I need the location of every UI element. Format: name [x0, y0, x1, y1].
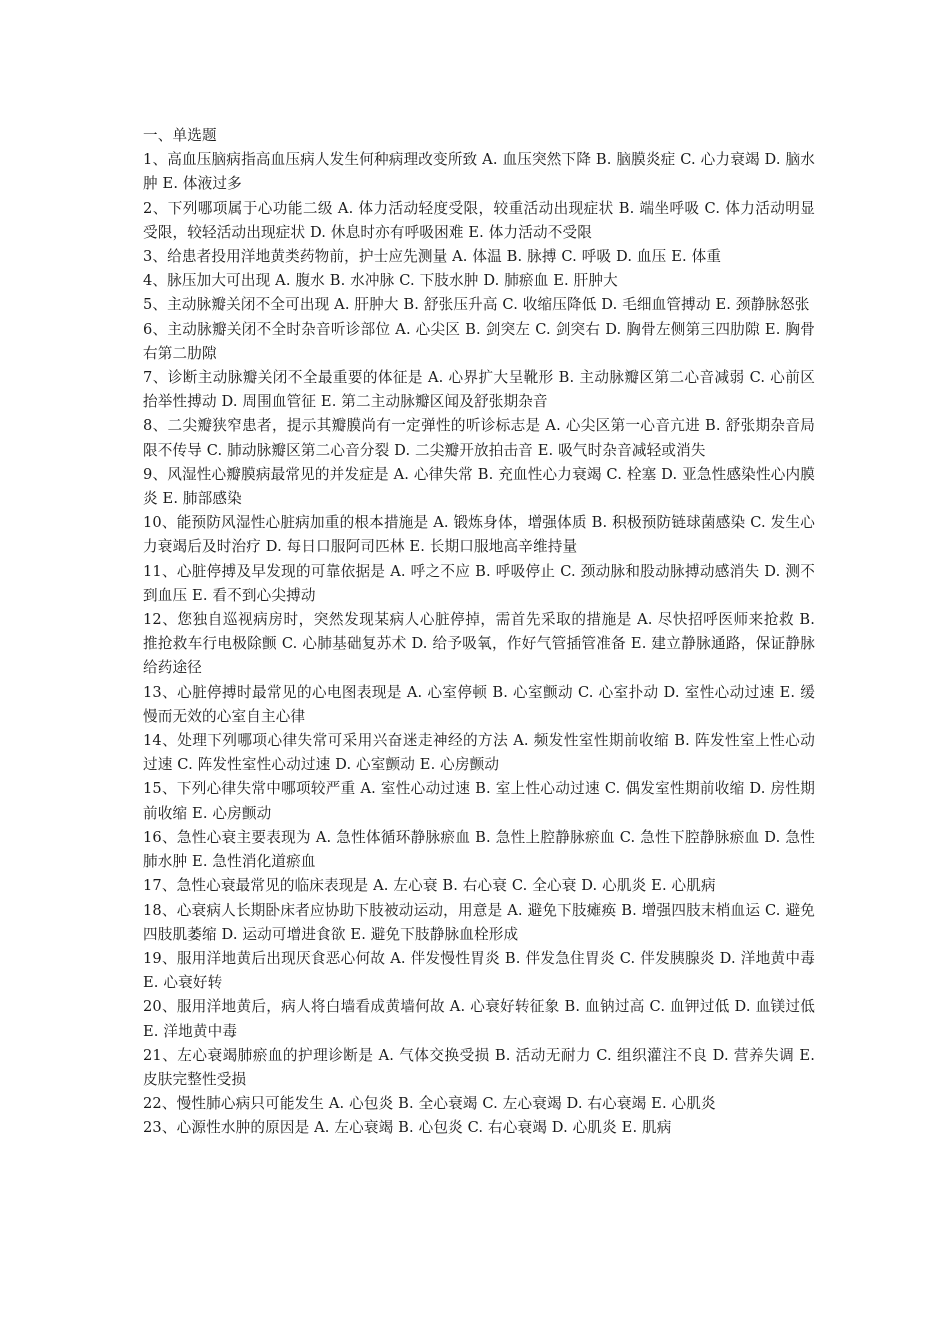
question-item: 11、心脏停搏及早发现的可靠依据是 A. 呼之不应 B. 呼吸停止 C. 颈动脉和股动脉搏动感消失 D. 测不到血压 E. 看不到心尖搏动 — [143, 562, 815, 604]
question-item: 9、风湿性心瓣膜病最常见的并发症是 A. 心律失常 B. 充血性心力衰竭 C. 栓塞 D. 亚急性感染性心内膜炎 E. 肺部感染 — [143, 465, 815, 508]
question-item: 18、心衰病人长期卧床者应协助下肢被动运动，用意是 A. 避免下肢瘫痪 B. 增强四肢末梢血运 C. 避免四肢肌萎缩 D. 运动可增进食欲 E. 避免下肢静脉血栓形成 — [143, 901, 815, 943]
question-item: 5、主动脉瓣关闭不全可出现 A. 肝肿大 B. 舒张压升高 C. 收缩压降低 D. 毛细血管搏动 E. 颈静脉怒张 — [143, 296, 810, 314]
question-item: 17、急性心衰最常见的临床表现是 A. 左心衰 B. 右心衰 C. 全心衰 D. 心肌炎 E. 心肌病 — [143, 877, 716, 895]
question-item: 16、急性心衰主要表现为 A. 急性体循环静脉瘀血 B. 急性上腔静脉瘀血 C. 急性下腔静脉瘀血 D. 急性肺水肿 E. 急性消化道瘀血 — [143, 828, 815, 871]
question-item: 2、下列哪项属于心功能二级 A. 体力活动轻度受限，较重活动出现症状 B. 端坐呼吸 C. 体力活动明显受限，较轻活动出现症状 D. 休息时亦有呼吸困难 E. 体力活动不受限 — [143, 199, 815, 241]
question-item: 12、您独自巡视病房时，突然发现某病人心脏停掉，需首先采取的措施是 A. 尽快招呼医师来抢救 B. 推抢救车行电极除颤 C. 心肺基础复苏术 D. 给予吸氧，作好气管插管准备 E. 建立静脉通路，保证静脉给药途径 — [143, 611, 815, 677]
question-item: 3、给患者投用洋地黄类药物前，护士应先测量 A. 体温 B. 脉搏 C. 呼吸 D. 血压 E. 体重 — [143, 248, 722, 266]
question-item: 21、左心衰竭肺瘀血的护理诊断是 A. 气体交换受损 B. 活动无耐力 C. 组织灌注不良 D. 营养失调 E. 皮肤完整性受损 — [143, 1046, 815, 1088]
question-item: 4、脉压加大可出现 A. 腹水 B. 水冲脉 C. 下肢水肿 D. 肺瘀血 E. 肝肿大 — [143, 272, 618, 290]
question-item: 15、下列心律失常中哪项较严重 A. 室性心动过速 B. 室上性心动过速 C. 偶发室性期前收缩 D. 房性期前收缩 E. 心房颤动 — [143, 780, 815, 822]
question-item: 1、高血压脑病指高血压病人发生何种病理改变所致 A. 血压突然下降 B. 脑膜炎症 C. 心力衰竭 D. 脑水肿 E. 体液过多 — [143, 151, 815, 193]
question-item: 8、二尖瓣狭窄患者，提示其瓣膜尚有一定弹性的听诊标志是 A. 心尖区第一心音亢进 B. 舒张期杂音局限不传导 C. 肺动脉瓣区第二心音分裂 D. 二尖瓣开放拍击音 E. 吸气时杂音减轻或消失 — [143, 417, 815, 459]
question-item: 13、心脏停搏时最常见的心电图表现是 A. 心室停顿 B. 心室颤动 C. 心室扑动 D. 室性心动过速 E. 缓慢而无效的心室自主心律 — [143, 683, 815, 725]
question-item: 20、服用洋地黄后，病人将白墙看成黄墙何故 A. 心衰好转征象 B. 血钠过高 C. 血钾过低 D. 血镁过低 E. 洋地黄中毒 — [143, 998, 815, 1040]
question-item: 6、主动脉瓣关闭不全时杂音听诊部位 A. 心尖区 B. 剑突左 C. 剑突右 D. 胸骨左侧第三四肋隙 E. 胸骨右第二肋隙 — [143, 320, 815, 362]
question-item: 19、服用洋地黄后出现厌食恶心何故 A. 伴发慢性胃炎 B. 伴发急住胃炎 C. 伴发胰腺炎 D. 洋地黄中毒 E. 心衰好转 — [143, 949, 815, 992]
question-item: 22、慢性肺心病只可能发生 A. 心包炎 B. 全心衰竭 C. 左心衰竭 D. 右心衰竭 E. 心肌炎 — [143, 1095, 716, 1113]
question-item: 7、诊断主动脉瓣关闭不全最重要的体征是 A. 心界扩大呈靴形 B. 主动脉瓣区第二心音减弱 C. 心前区抬举性搏动 D. 周围血管征 E. 第二主动脉瓣区闻及舒张期杂音 — [143, 369, 815, 411]
question-item: 10、能预防风湿性心脏病加重的根本措施是 A. 锻炼身体，增强体质 B. 积极预防链球菌感染 C. 发生心力衰竭后及时治疗 D. 每日口服阿司匹林 E. 长期口服地高辛维持量 — [143, 514, 815, 556]
question-item: 23、心源性水肿的原因是 A. 左心衰竭 B. 心包炎 C. 右心衰竭 D. 心肌炎 E. 肌病 — [143, 1119, 672, 1137]
question-item: 14、处理下列哪项心律失常可采用兴奋迷走神经的方法 A. 频发性室性期前收缩 B. 阵发性室上性心动过速 C. 阵发性室性心动过速 D. 心室颤动 E. 心房颤动 — [143, 732, 815, 774]
question-list — [143, 124, 815, 1141]
section-title: 一、单选题 — [143, 127, 217, 144]
